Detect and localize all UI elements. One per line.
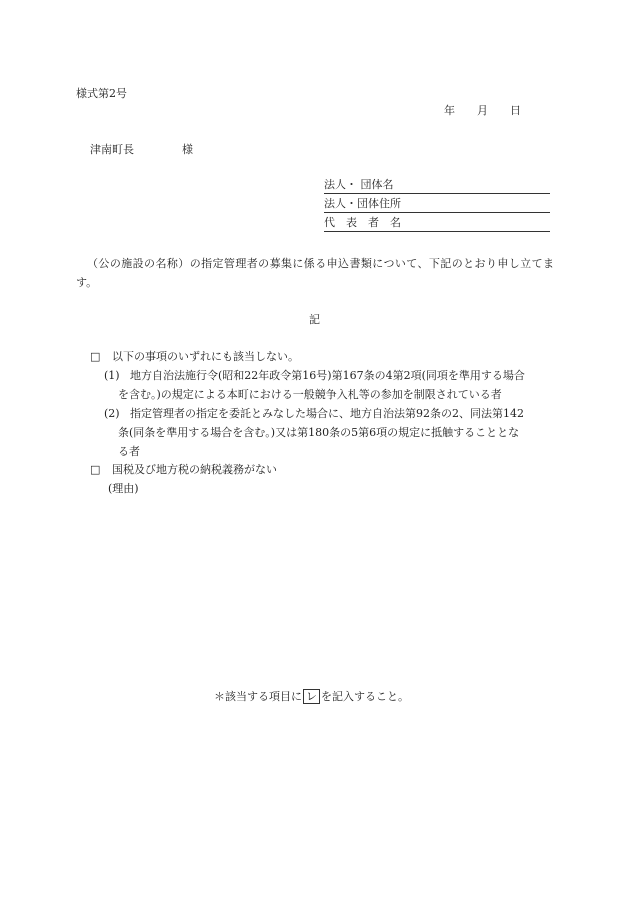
addressee [90,143,193,156]
sub-item-2-line-1: 指定管理者の指定を委託とみなした場合に、地方自治法第92条の2、同法第142 [130,407,524,420]
checklist-item-no-tax-obligation-text: 国税及び地方税の納税義務がない [112,463,277,476]
footnote [214,689,409,704]
checklist-item-no-tax-obligation [90,463,277,476]
checklist-item-not-applicable [90,350,299,363]
form-number: 様式第2号 [76,87,127,100]
sub-item-2-line-2: 条(同条を準用する場合を含む。)又は第180条の5第6項の規定に抵触することとな [118,426,520,439]
date-month-label: 月 [477,104,488,117]
reason-label: (理由) [108,482,139,495]
corp-name-field[interactable] [324,177,550,194]
sub-item-1-number: (1) [104,369,120,382]
addressee-honorific: 様 [182,143,193,156]
sub-item-1 [104,366,554,404]
body-text: （公の施設の名称）の指定管理者の募集に係る申込書類について、下記のとおり申し立てます。 [76,257,554,289]
checkbox-no-tax-obligation[interactable]: □ [90,463,101,476]
date-row [444,104,521,117]
sub-item-1-line-1: 地方自治法施行令(昭和22年政令第16号)第167条の4第2項(同項を準用する場合 [130,369,525,382]
date-day-label: 日 [510,104,521,117]
sub-item-2 [104,404,554,461]
sub-item-2-line-3: る者 [118,445,140,458]
corp-name-label: 法人・ 団体名 [324,178,394,191]
representative-field[interactable] [324,215,550,232]
ki-heading: 記 [309,313,320,326]
corp-address-field[interactable] [324,196,550,213]
date-year-label: 年 [444,104,455,117]
sub-item-2-number: (2) [104,407,120,420]
sub-item-1-line-2: を含む。)の規定による本町における一般競争入札等の参加を制限されている者 [118,388,502,401]
addressee-name: 津南町長 [90,143,134,156]
checkbox-not-applicable[interactable]: □ [90,350,101,363]
checklist-item-not-applicable-text: 以下の事項のいずれにも該当しない。 [112,350,299,363]
representative-label: 代 表 者 名 [324,216,401,229]
footnote-before: ＊該当する項目に [214,690,302,703]
check-mark-icon: レ [303,689,320,704]
footnote-after: を記入すること。 [321,690,409,703]
corp-address-label: 法人・団体住所 [324,197,401,210]
